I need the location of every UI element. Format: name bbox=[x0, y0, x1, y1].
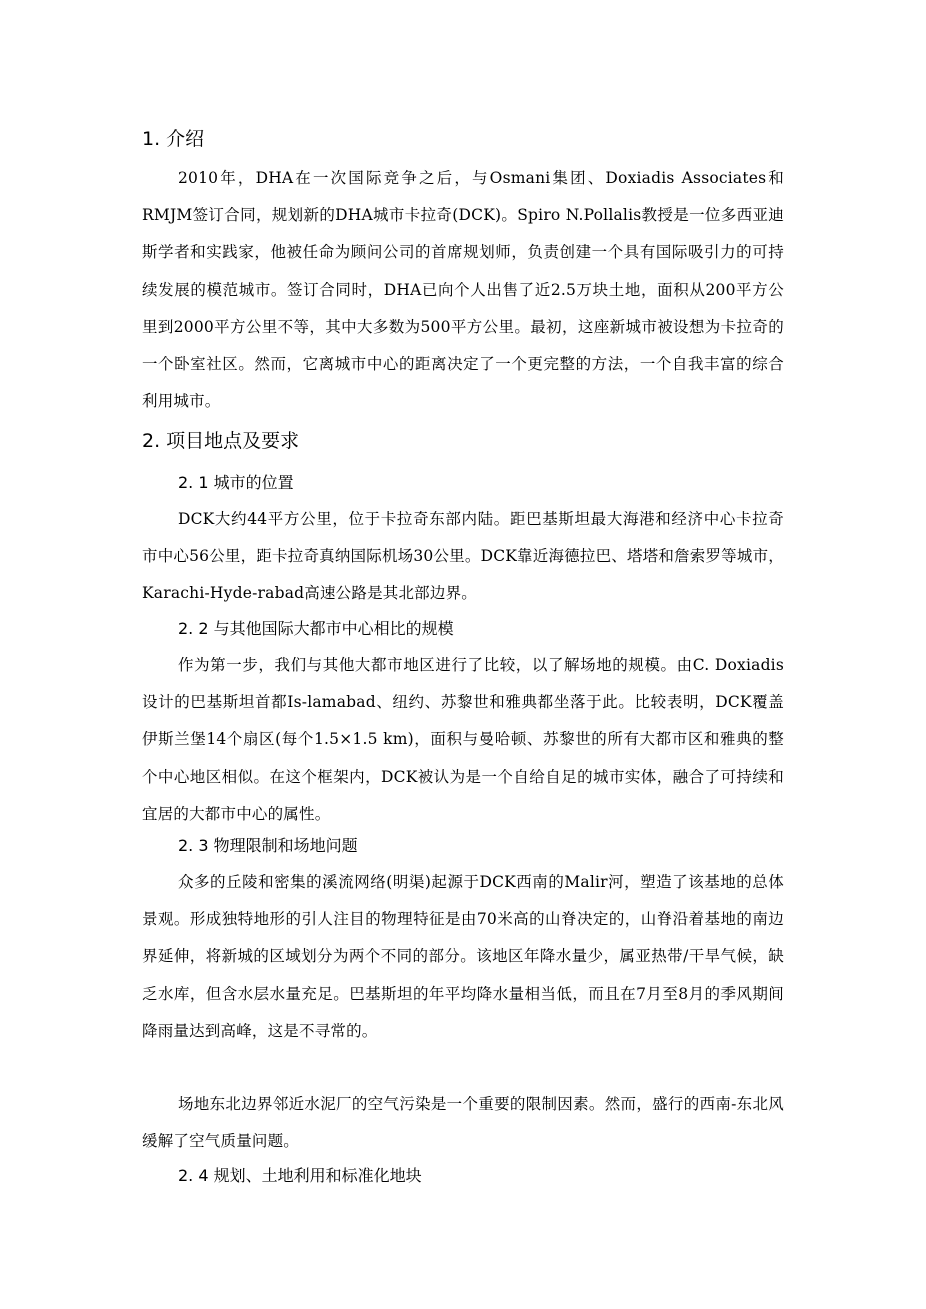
subsection-heading-scale: 2. 2 与其他国际大都市中心相比的规模 bbox=[178, 619, 454, 638]
paragraph-physical-constraints: 众多的丘陵和密集的溪流网络(明渠)起源于DCK西南的Malir河，塑造了该基地的总体景观。形成独特地形的引人注目的物理特征是由70米高的山脊决定的，山脊沿着基地的南边界延伸，将新城的区域划分为两个不同的部分。该地区年降水量少，属亚热带/干旱气候，缺乏水库，但含水层水量充足。巴基斯坦的年平均降水量相当低，而且在7月至8月的季风期间降雨量达到高峰，这是不寻常的。 bbox=[142, 873, 784, 1040]
subsection-heading-physical-constraints: 2. 3 物理限制和场地问题 bbox=[178, 836, 358, 855]
paragraph-air-pollution: 场地东北边界邻近水泥厂的空气污染是一个重要的限制因素。然而，盛行的西南-东北风缓解了空气质量问题。 bbox=[142, 1095, 784, 1151]
paragraph-location: DCK大约44平方公里，位于卡拉奇东部内陆。距巴基斯坦最大海港和经济中心卡拉奇市中心56公里，距卡拉奇真纳国际机场30公里。DCK靠近海德拉巴、塔塔和詹索罗等城市，Karachi-Hyde-rabad高速公路是其北部边界。 bbox=[142, 510, 784, 603]
paragraph-scale: 作为第一步，我们与其他大都市地区进行了比较，以了解场地的规模。由C. Doxiadis设计的巴基斯坦首都Is-lamabad、纽约、苏黎世和雅典都坐落于此。比较表明，DCK覆盖伊斯兰堡14个扇区(每个1.5×1.5 km)，面积与曼哈顿、苏黎世的所有大都市区和雅典的整个中心地区相似。在这个框架内，DCK被认为是一个自给自足的城市实体，融合了可持续和宜居的大都市中心的属性。 bbox=[142, 656, 784, 823]
paragraph-introduction: 2010年，DHA在一次国际竞争之后，与Osmani集团、Doxiadis Associates和RMJM签订合同，规划新的DHA城市卡拉奇(DCK)。Spiro N.Pollalis教授是一位多西亚迪斯学者和实践家，他被任命为顾问公司的首席规划师，负责创建一个具有国际吸引力的可持续发展的模范城市。签订合同时，DHA已向个人出售了近2.5万块土地，面积从200平方公里到2000平方公里不等，其中大多数为500平方公里。最初，这座新城市被设想为卡拉奇的一个卧室社区。然而，它离城市中心的距离决定了一个更完整的方法，一个自我丰富的综合利用城市。 bbox=[142, 169, 784, 411]
subsection-heading-planning: 2. 4 规划、土地利用和标准化地块 bbox=[178, 1166, 422, 1185]
subsection-heading-location: 2. 1 城市的位置 bbox=[178, 473, 294, 492]
section-heading-introduction: 1. 介绍 bbox=[142, 128, 205, 150]
section-heading-site-requirements: 2. 项目地点及要求 bbox=[142, 430, 300, 452]
